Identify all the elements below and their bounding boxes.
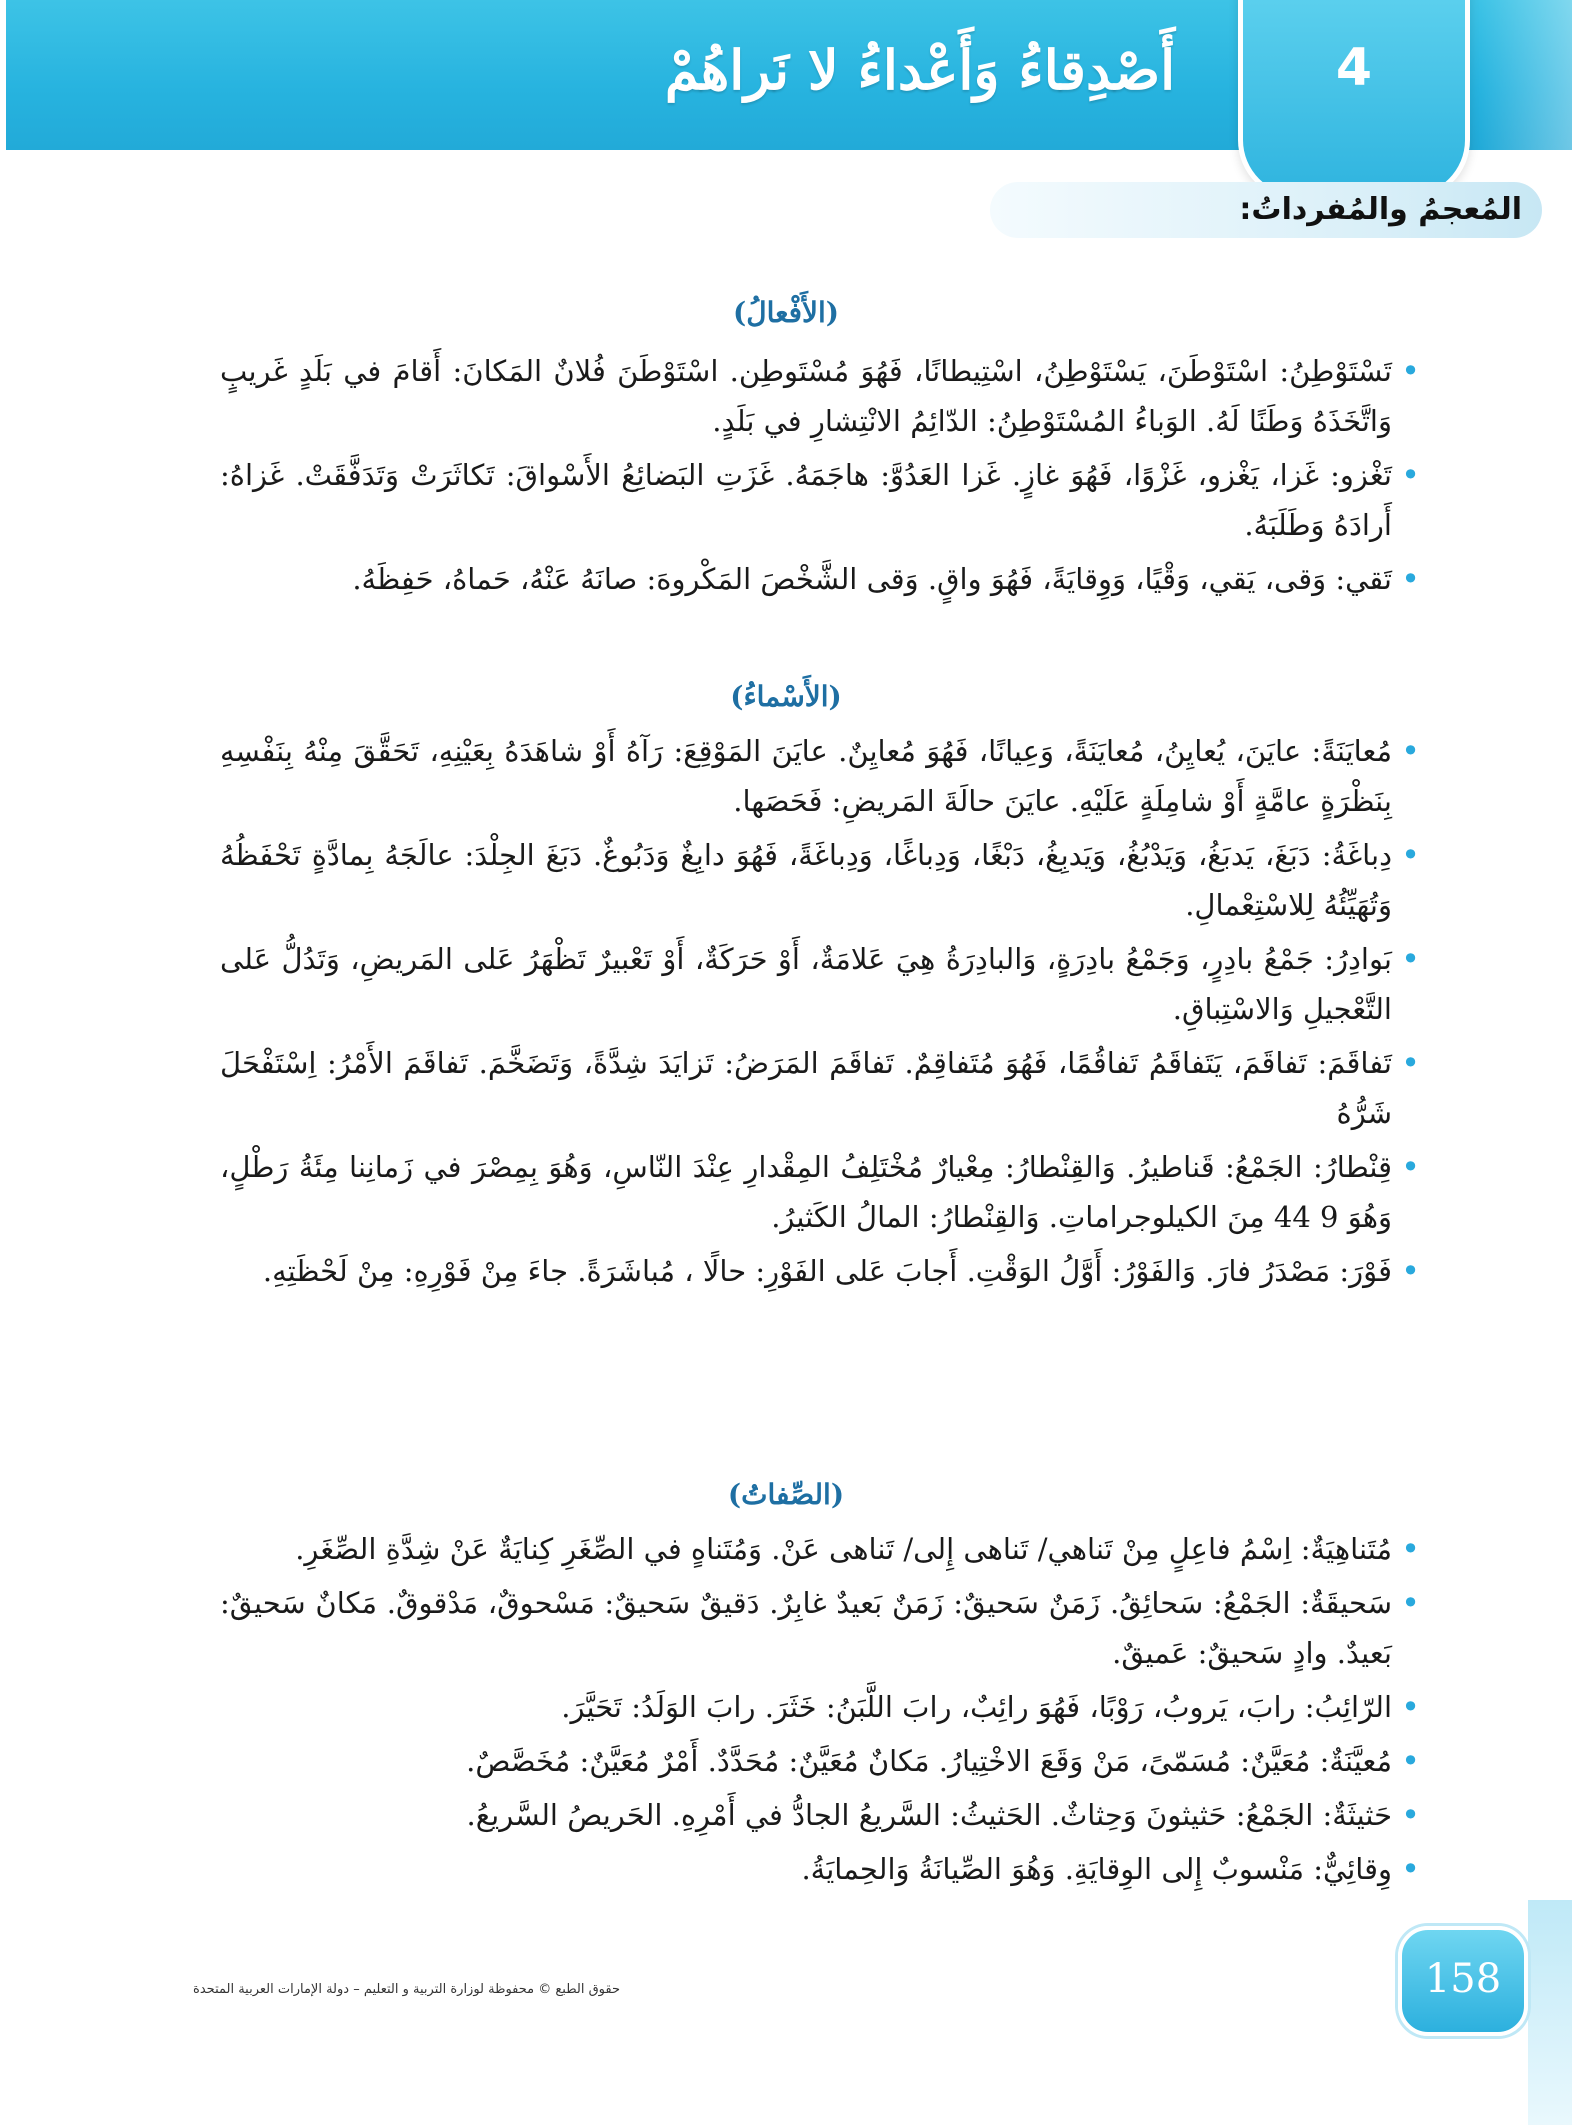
entry-text: مُعايَنَةً: عايَنَ، يُعايِنُ، مُعايَنَةً، وَعِيانًا، فَهُوَ مُعايِنٌ. عايَنَ المَوْقِعَ: رَآهُ أَوْ شاهَدَهُ بِعَيْنِهِ، تَحَقَّقَ مِنْهُ بِنَفْسِهِ بِنَظْرَةٍ عامَّةٍ أَوْ شامِلَةٍ عَلَيْهِ. عايَنَ حالَةَ المَريضِ: فَحَصَها. [220, 734, 1392, 818]
entry-text: تَغْزو: غَزا، يَغْزو، غَزْوًا، فَهُوَ غازٍ. غَزا العَدُوَّ: هاجَمَهُ. غَزَتِ البَضائِعُ الأَسْواقَ: تَكاثَرَتْ وَتَدَفَّقَتْ. غَزاهُ: أَرادَهُ وَطَلَبَهُ. [220, 458, 1392, 542]
bullet-icon: • [1401, 1688, 1420, 1726]
unit-number: 4 [1335, 38, 1373, 98]
bullet-icon: • [1401, 940, 1420, 978]
copyright-text: حقوق الطبع © محفوظة لوزارة التربية و التعليم – دولة الإمارات العربية المتحدة [193, 1982, 620, 1997]
bullet-icon: • [1401, 1044, 1420, 1082]
entry-text: الرّائِبُ: رابَ، يَروبُ، رَوْبًا، فَهُوَ رائِبٌ، رابَ اللَّبَنُ: خَثَرَ. رابَ الوَلَدُ: تَحَيَّرَ. [561, 1690, 1392, 1724]
bullet-icon: • [1401, 836, 1420, 874]
adjectives-heading: (الصِّفاتُ) [727, 1478, 845, 1511]
nouns-heading: (الأَسْماءُ) [730, 680, 842, 713]
entry-text: تَقي: وَقى، يَقي، وَقْيًا، وَوِقايَةً، فَهُوَ واقٍ. وَقى الشَّخْصَ المَكْروهَ: صانَهُ عَنْهُ، حَماهُ، حَفِظَهُ. [352, 562, 1392, 596]
list-item [220, 346, 1420, 446]
bullet-icon: • [1401, 352, 1420, 390]
entry-text: وِقائِيٌّ: مَنْسوبٌ إِلى الوِقايَةِ. وَهُوَ الصِّيانَةُ وَالحِمايَةُ. [801, 1852, 1392, 1886]
list-item [220, 1736, 1420, 1786]
list-item [220, 1142, 1420, 1242]
entry-text: تَسْتَوْطِنُ: اسْتَوْطَنَ، يَسْتَوْطِنُ، اسْتِيطانًا، فَهُوَ مُسْتَوطِن. اسْتَوْطَنَ فُلانٌ المَكانَ: أَقامَ في بَلَدٍ غَريبٍ وَاتَّخَذَهُ وَطَنًا لَهُ. الوَباءُ المُسْتَوْطِنُ: الدّائِمُ الانْتِشارِ في بَلَدٍ. [220, 354, 1392, 438]
list-item [220, 1038, 1420, 1138]
page-edge-decoration [1528, 1900, 1572, 2125]
verbs-list [220, 346, 1420, 608]
list-item [220, 1790, 1420, 1840]
list-item [220, 1682, 1420, 1732]
bullet-icon: • [1401, 456, 1420, 494]
list-item [220, 1524, 1420, 1574]
page-number: 158 [1424, 1956, 1502, 2002]
list-item [220, 830, 1420, 930]
bullet-icon: • [1401, 560, 1420, 598]
list-item [220, 450, 1420, 550]
entry-text: قِنْطارُ: الجَمْعُ: قَناطيرُ. وَالقِنْطارُ: مِعْيارٌ مُخْتَلِفُ المِقْدارِ عِنْدَ النّاسِ، وَهُوَ بِمِصْرَ في زَمانِنا مِئَةُ رَطْلٍ، وَهُوَ 9 44 مِنَ الكيلوجراماتِ. وَالقِنْطارُ: المالُ الكَثيرُ. [220, 1150, 1392, 1234]
entry-text: مُتَناهِيَةٌ: اِسْمُ فاعِلٍ مِنْ تَناهي/ تَناهى إِلى/ تَناهى عَنْ. وَمُتَناهٍ في الصِّغَرِ كِنايَةٌ عَنْ شِدَّةِ الصِّغَرِ. [295, 1532, 1392, 1566]
entry-text: تَفاقَمَ: تَفاقَمَ، يَتَفاقَمُ تَفاقُمًا، فَهُوَ مُتَفاقِمٌ. تَفاقَمَ المَرَضُ: تَزايَدَ شِدَّةً، وَتَضَخَّمَ. تَفاقَمَ الأَمْرُ: اِسْتَفْحَلَ شَرُّهُ [220, 1046, 1393, 1130]
entry-text: مُعيَّنَةٌ: مُعَيَّنٌ: مُسَمّىً، مَنْ وَقَعَ الاخْتِيارُ. مَكانٌ مُعَيَّنٌ: مُحَدَّدٌ. أَمْرٌ مُعَيَّنٌ: مُخَصَّصٌ. [466, 1744, 1392, 1778]
lesson-title: أَصْدِقاءُ وَأَعْداءُ لا نَراهُمْ [664, 38, 1176, 102]
verbs-heading: (الأَفْعالُ) [732, 296, 839, 329]
bullet-icon: • [1401, 1850, 1420, 1888]
header-decoration [1480, 0, 1572, 150]
bullet-icon: • [1401, 1584, 1420, 1622]
list-item [220, 1844, 1420, 1894]
bullet-icon: • [1401, 1252, 1420, 1290]
list-item [220, 1578, 1420, 1678]
list-item [220, 934, 1420, 1034]
nouns-list [220, 726, 1420, 1300]
bullet-icon: • [1401, 1796, 1420, 1834]
entry-text: دِباغَةُ: دَبَغَ، يَدبَغُ، وَيَدْبُغُ، وَيَدبِغُ، دَبْغًا، وَدِباغًا، وَدِباغَةً، فَهُوَ دابِغٌ وَدَبُوغٌ. دَبَغَ الجِلْدَ: عالَجَهُ بِمادَّةٍ تَحْفَظُهُ وَتُهَيِّئُهُ لِلاسْتِعْمالِ. [220, 838, 1392, 922]
list-item [220, 554, 1420, 604]
list-item [220, 1246, 1420, 1296]
bullet-icon: • [1401, 1148, 1420, 1186]
entry-text: حَثيثَةٌ: الجَمْعُ: حَثيثونَ وَحِثاثٌ. الحَثيثُ: السَّريعُ الجادُّ في أَمْرِهِ. الحَريصُ السَّريعُ. [466, 1798, 1392, 1832]
bullet-icon: • [1401, 732, 1420, 770]
entry-text: بَوادِرُ: جَمْعُ بادِرٍ، وَجَمْعُ بادِرَةٍ، وَالبادِرَةُ هِيَ عَلامَةٌ، أَوْ حَرَكَةٌ، أَوْ تَعْبيرٌ تَظْهَرُ عَلى المَريضِ، وَتَدُلُّ عَلى التَّعْجيلِ وَالاسْتِباقِ. [220, 942, 1392, 1026]
entry-text: فَوْرَ: مَصْدَرُ فارَ. وَالفَوْرُ: أَوَّلُ الوَقْتِ. أَجابَ عَلى الفَوْرِ: حالًا ، مُباشَرَةً. جاءَ مِنْ فَوْرِهِ: مِنْ لَحْظَتِهِ. [262, 1254, 1392, 1288]
list-item [220, 726, 1420, 826]
section-title: المُعجمُ والمُفرداتُ: [1239, 192, 1522, 227]
entry-text: سَحيقَةٌ: الجَمْعُ: سَحائِقُ. زَمَنٌ سَحيقٌ: زَمَنٌ بَعيدٌ غابِرٌ. دَقيقٌ سَحيقٌ: مَسْحوقٌ، مَدْقوقٌ. مَكانٌ سَحيقٌ: بَعيدٌ. وادٍ سَحيقٌ: عَميقٌ. [220, 1586, 1392, 1670]
adjectives-list [220, 1524, 1420, 1898]
bullet-icon: • [1401, 1530, 1420, 1568]
bullet-icon: • [1401, 1742, 1420, 1780]
